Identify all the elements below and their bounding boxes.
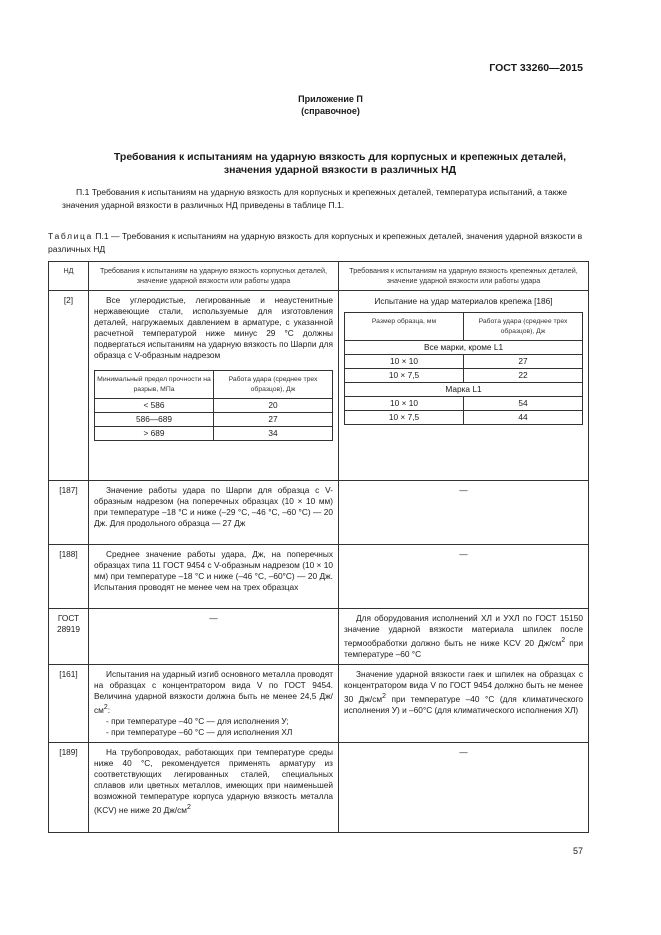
sub-cell: 10 × 10 xyxy=(345,397,464,411)
sub-cell: 586—689 xyxy=(95,413,214,427)
body-text-colon: : xyxy=(107,704,111,715)
section-title-line2: значения ударной вязкости в различных НД xyxy=(223,164,457,176)
superscript: 2 xyxy=(382,692,386,700)
list-item: - при температуре –60 °С — для исполнения ХЛ xyxy=(106,726,293,737)
body-cell: Значение работы удара по Шарпи для образца с V-образным надрезом (на поперечных образцах (10 × 10 мм) при температуре –18 °С и ниже (–29 °С, –46 °С, –60 °С) — 20 Дж. Для продольного образца — 27 Дж xyxy=(89,481,339,545)
fasteners-subtable xyxy=(344,312,583,425)
body-text-main: Испытания на ударный изгиб основного металла проводят на образцах с концентратором вида V по ГОСТ 9454. Величина ударной вязкости должна быть не менее 24,5 Дж/см xyxy=(94,668,333,715)
sub-cell: 10 × 10 xyxy=(345,355,464,369)
fasteners-cell xyxy=(339,664,589,742)
page-number: 57 xyxy=(572,846,583,856)
sub-cell: 10 × 7,5 xyxy=(345,369,464,383)
group-all-grades: Все марки, кроме L1 xyxy=(345,341,583,355)
subheader-work: Работа удара (среднее трех образцов), Дж xyxy=(464,313,583,341)
body-cell xyxy=(89,742,339,832)
requirements-table xyxy=(48,261,589,833)
header-body: Требования к испытаниям на ударную вязкость корпусных деталей, значение ударной вязкости или работы удара xyxy=(89,262,339,291)
nd-cell: [187] xyxy=(49,481,89,545)
table-row xyxy=(49,291,589,481)
sub-cell: 27 xyxy=(464,355,583,369)
fasteners-title: Испытание на удар материалов крепежа [186] xyxy=(374,296,553,306)
nd-cell: [188] xyxy=(49,545,89,609)
nd-cell: [161] xyxy=(49,664,89,742)
table-row xyxy=(49,609,589,665)
subheader-strength: Минимальный предел прочности на разрыв, МПа xyxy=(95,371,214,399)
fasteners-text-end: при температуре –40 °С (для климатического исполнения У) и –60°С (для климатического исполнения ХЛ) xyxy=(344,693,583,715)
fasteners-cell xyxy=(339,291,589,481)
fasteners-cell: — xyxy=(339,481,589,545)
body-text: На трубопроводах, работающих при температуре среды ниже 40 °С, рекомендуется применять арматуру из соответствующих легированных сталей, специальных сплавов или цветных металлов, имеющих при наименьшей возможной температуре корпуса ударную вязкость металла (KCV) не ниже 20 Дж/см xyxy=(94,746,333,815)
group-l1: Марка L1 xyxy=(345,383,583,397)
table-row xyxy=(49,481,589,545)
sub-cell: > 689 xyxy=(95,427,214,441)
sub-cell: 22 xyxy=(464,369,583,383)
table-header-row xyxy=(49,262,589,291)
annex-title: Приложение П xyxy=(298,94,363,104)
table-row xyxy=(49,545,589,609)
fasteners-text-end: при температуре –60 °С xyxy=(344,637,584,659)
sub-cell: 10 × 7,5 xyxy=(345,411,464,425)
nd-cell: ГОСТ 28919 xyxy=(49,609,89,665)
fasteners-cell: — xyxy=(339,545,589,609)
superscript: 2 xyxy=(103,703,108,711)
body-text xyxy=(94,669,333,716)
section-title xyxy=(60,151,620,177)
fasteners-text: Для оборудования исполнений ХЛ и УХЛ по ГОСТ 15150 значение ударной вязкости материала шпилек после термообработки должно быть не ниже KCV 20 Дж/см xyxy=(344,613,583,648)
annex-heading xyxy=(0,93,661,117)
table-caption xyxy=(48,230,588,255)
body-cell: Среднее значение работы удара, Дж, на поперечных образцах типа 11 ГОСТ 9454 с V-образным надрезом (10 × 10 мм) при температуре –18 °С и ниже (–46 °С, –60°С) — 20 Дж. Испытания проводят не менее чем на трех образцах xyxy=(89,545,339,609)
table-row xyxy=(49,664,589,742)
table-caption-label: Таблица xyxy=(48,231,93,241)
subheader-size: Размер образца, мм xyxy=(345,313,464,341)
sub-cell: < 586 xyxy=(95,399,214,413)
sub-cell: 27 xyxy=(214,413,333,427)
fasteners-text: Значение ударной вязкости гаек и шпилек на образцах с концентратором вида V по ГОСТ 9454 должно быть не менее 30 Дж/см xyxy=(344,668,583,704)
subheader-work: Работа удара (среднее трех образцов), Дж xyxy=(214,371,333,399)
fasteners-cell xyxy=(339,609,589,665)
superscript: 2 xyxy=(186,803,191,811)
section-title-line1: Требования к испытаниям на ударную вязкость для корпусных и крепежных деталей, xyxy=(113,151,567,163)
body-cell xyxy=(89,291,339,481)
sub-cell: 54 xyxy=(464,397,583,411)
fasteners-cell: — xyxy=(339,742,589,832)
annex-subtitle: (справочное) xyxy=(301,106,360,116)
intro-paragraph: П.1 Требования к испытаниям на ударную вязкость для корпусных и крепежных деталей, температура испытаний, а также значения ударной вязкости в различных НД приведены в таблице П.1. xyxy=(62,187,568,210)
document-code: ГОСТ 33260—2015 xyxy=(489,62,583,74)
superscript: 2 xyxy=(561,637,566,644)
sub-cell: 44 xyxy=(464,411,583,425)
body-text: Все углеродистые, легированные и неаустенитные нержавеющие стали, используемые для изготовления деталей, нагружаемых давлением в арматуре, с указанной расчетной температурой ниже минус 29 °С должны подвергаться испытаниям на ударную вязкость по Шарпи для образца с V-образным надрезом xyxy=(94,295,334,360)
table-row xyxy=(49,742,589,832)
table-caption-text: П.1 — Требования к испытаниям на ударную вязкость для корпусных и крепежных деталей, значения ударной вязкости в различных НД xyxy=(48,231,583,254)
body-cell xyxy=(89,664,339,742)
nd-cell: [189] xyxy=(49,742,89,832)
sub-cell: 34 xyxy=(214,427,333,441)
header-fasteners: Требования к испытаниям на ударную вязкость крепежных деталей, значение ударной вязкости или работы удара xyxy=(339,262,589,291)
list-item: - при температуре –40 °С — для исполнения У; xyxy=(106,715,289,726)
body-subtable xyxy=(94,370,333,441)
sub-cell: 20 xyxy=(214,399,333,413)
header-nd: НД xyxy=(49,262,89,291)
body-cell: — xyxy=(89,609,339,665)
nd-cell: [2] xyxy=(49,291,89,481)
